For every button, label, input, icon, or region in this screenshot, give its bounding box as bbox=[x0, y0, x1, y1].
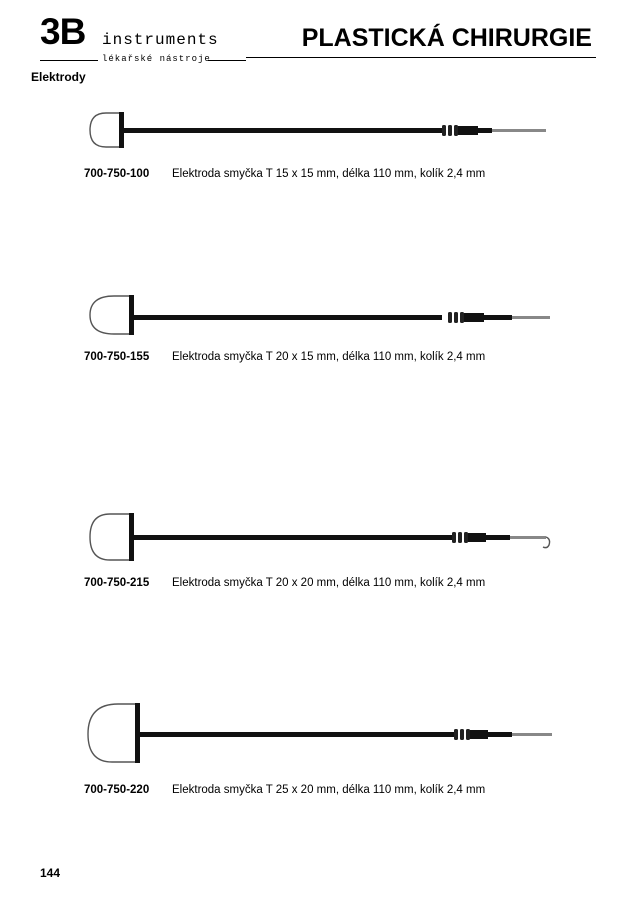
brand-mark: 3B bbox=[40, 11, 86, 52]
product-code: 700-750-155 bbox=[84, 351, 150, 363]
page-number: 144 bbox=[40, 866, 61, 880]
product-description: Elektroda smyčka T 25 x 20 mm, délka 110 mm, kolík 2,4 mm bbox=[172, 784, 486, 796]
page-title: PLASTICKÁ CHIRURGIE bbox=[301, 24, 592, 52]
electrode-image bbox=[86, 700, 556, 766]
electrode-image bbox=[86, 108, 556, 158]
product-description: Elektroda smyčka T 20 x 15 mm, délka 110 mm, kolík 2,4 mm bbox=[172, 351, 486, 363]
header-rule bbox=[246, 57, 596, 58]
product-code: 700-750-215 bbox=[84, 577, 150, 589]
product-code: 700-750-220 bbox=[84, 784, 150, 796]
brand-logo bbox=[40, 12, 240, 64]
brand-word: instruments bbox=[102, 31, 219, 49]
brand-subtitle: lékařské nástroje bbox=[102, 54, 211, 64]
product-code: 700-750-100 bbox=[84, 168, 150, 180]
product-description: Elektroda smyčka T 15 x 15 mm, délka 110 mm, kolík 2,4 mm bbox=[172, 168, 486, 180]
electrode-image bbox=[86, 508, 556, 564]
brand-underline-right bbox=[208, 60, 246, 61]
section-title: Elektrody bbox=[31, 70, 86, 84]
electrode-image bbox=[86, 288, 556, 338]
product-description: Elektroda smyčka T 20 x 20 mm, délka 110 mm, kolík 2,4 mm bbox=[172, 577, 486, 589]
brand-underline-left bbox=[40, 60, 98, 61]
